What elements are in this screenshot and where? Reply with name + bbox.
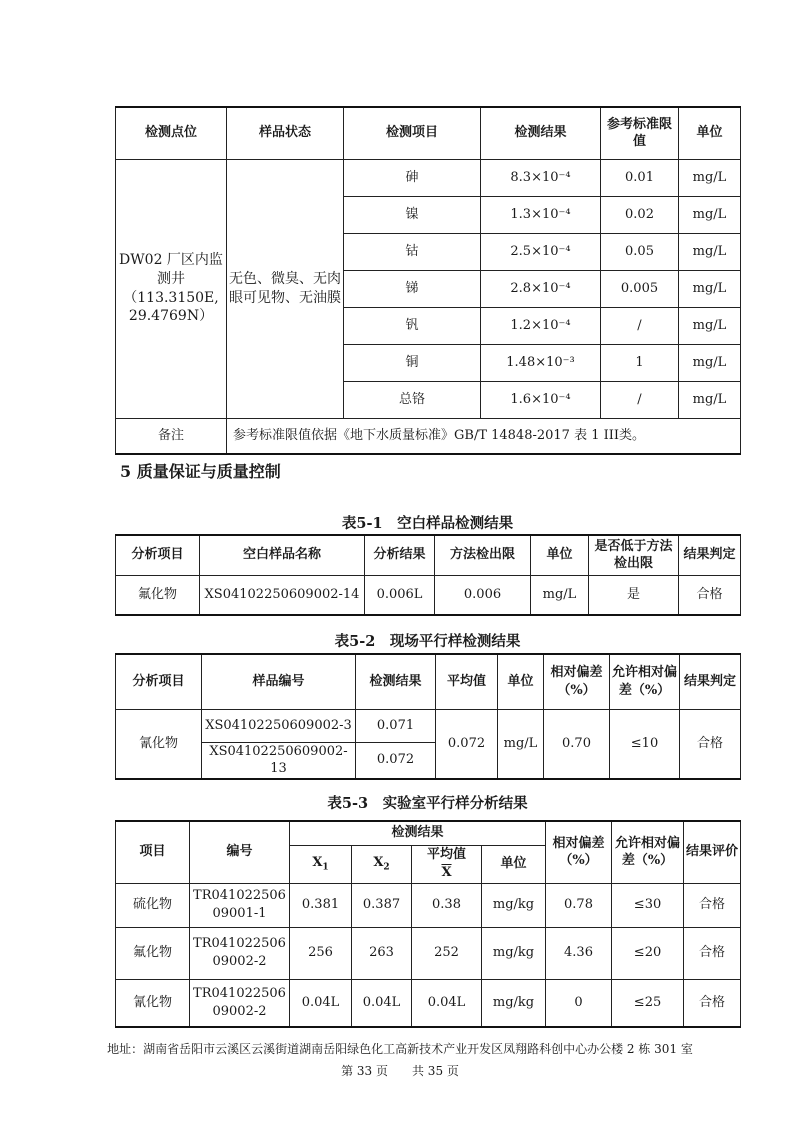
result-cell: 1.6×10⁻⁴ xyxy=(481,381,601,418)
limit-cell: 0.005 xyxy=(601,270,679,307)
cell-x2: 263 xyxy=(352,927,412,979)
cell-result: 0.006L xyxy=(365,575,435,615)
cell-average: 0.38 xyxy=(412,883,482,927)
header-unit: 单位 xyxy=(482,845,546,883)
cell-unit: mg/kg xyxy=(482,927,546,979)
header-result: 检测结果 xyxy=(356,654,436,709)
header-sample-id: 样品编号 xyxy=(202,654,356,709)
header-verdict: 结果判定 xyxy=(679,535,741,575)
cell-blank-name: XS04102250609002-14 xyxy=(200,575,365,615)
cell-verdict: 合格 xyxy=(684,927,741,979)
cell-result: 0.072 xyxy=(356,742,436,779)
cell-code xyxy=(190,979,290,1027)
cell-x1: 0.04L xyxy=(290,979,352,1027)
header-code: 编号 xyxy=(190,821,290,883)
header-allowed-dev: 允许相对偏差（%） xyxy=(610,654,680,709)
header-analysis-item: 分析项目 xyxy=(116,654,202,709)
unit-cell: mg/L xyxy=(679,344,741,381)
remark-text: 参考标准限值依据《地下水质量标准》GB/T 14848-2017 表 1 III类。 xyxy=(227,418,741,454)
cell-item: 氰化物 xyxy=(116,979,190,1027)
cell-item: 氟化物 xyxy=(116,575,200,615)
cell-result: 0.071 xyxy=(356,709,436,742)
cell-unit: mg/L xyxy=(498,709,544,779)
code-line-1: TR041022506 xyxy=(193,888,286,904)
header-average-symbol: $\overline{X}$ xyxy=(441,865,452,880)
result-cell: 8.3×10⁻⁴ xyxy=(481,159,601,196)
code-line-2: 09002-2 xyxy=(212,1003,267,1019)
cell-allowed: ≤20 xyxy=(612,927,684,979)
item-cell: 砷 xyxy=(344,159,481,196)
header-item: 项目 xyxy=(116,821,190,883)
header-analysis-item: 分析项目 xyxy=(116,535,200,575)
cell-code xyxy=(190,927,290,979)
location-cell: DW02 厂区内监测井（113.3150E, 29.4769N） xyxy=(116,159,227,418)
limit-cell: 1 xyxy=(601,344,679,381)
item-cell: 镍 xyxy=(344,196,481,233)
item-cell: 铜 xyxy=(344,344,481,381)
footer-page-number: 第 33 页 共 35 页 xyxy=(341,1064,459,1078)
header-below-limit: 是否低于方法检出限 xyxy=(589,535,679,575)
header-allowed-dev: 允许相对偏差（%） xyxy=(612,821,684,883)
cell-limit: 0.006 xyxy=(435,575,531,615)
cell-x1: 256 xyxy=(290,927,352,979)
limit-cell: 0.05 xyxy=(601,233,679,270)
header-average: 平均值 xyxy=(436,654,498,709)
table52-caption: 表5-2 现场平行样检测结果 xyxy=(334,633,521,650)
header-verdict: 结果判定 xyxy=(680,654,741,709)
header-x1: $X_1$ xyxy=(290,845,352,883)
cell-sample-id: XS04102250609002-3 xyxy=(202,709,356,742)
cell-item: 硫化物 xyxy=(116,883,190,927)
header-item: 检测项目 xyxy=(344,107,481,159)
cell-x1: 0.381 xyxy=(290,883,352,927)
cell-code xyxy=(190,883,290,927)
code-line-1: TR041022506 xyxy=(193,936,286,952)
cell-rel-dev: 0 xyxy=(546,979,612,1027)
header-analysis-result: 分析结果 xyxy=(365,535,435,575)
item-cell: 钒 xyxy=(344,307,481,344)
header-unit: 单位 xyxy=(531,535,589,575)
header-verdict: 结果评价 xyxy=(684,821,741,883)
unit-cell: mg/L xyxy=(679,159,741,196)
header-unit: 单位 xyxy=(498,654,544,709)
unit-cell: mg/L xyxy=(679,381,741,418)
header-rel-dev: 相对偏差（%） xyxy=(546,821,612,883)
item-cell: 总铬 xyxy=(344,381,481,418)
cell-average: 0.04L xyxy=(412,979,482,1027)
item-cell: 锑 xyxy=(344,270,481,307)
cell-verdict: 合格 xyxy=(684,883,741,927)
header-average-label: 平均值 xyxy=(426,847,466,863)
cell-x2: 0.04L xyxy=(352,979,412,1027)
unit-cell: mg/L xyxy=(679,307,741,344)
table53-caption: 表5-3 实验室平行样分析结果 xyxy=(327,795,528,812)
limit-cell: 0.02 xyxy=(601,196,679,233)
cell-unit: mg/L xyxy=(531,575,589,615)
cell-x2: 0.387 xyxy=(352,883,412,927)
cell-allowed: ≤25 xyxy=(612,979,684,1027)
limit-cell: / xyxy=(601,381,679,418)
header-unit: 单位 xyxy=(679,107,741,159)
cell-verdict: 合格 xyxy=(684,979,741,1027)
result-cell: 1.3×10⁻⁴ xyxy=(481,196,601,233)
cell-allowed: ≤30 xyxy=(612,883,684,927)
header-rel-dev: 相对偏差（%） xyxy=(544,654,610,709)
cell-average: 0.072 xyxy=(436,709,498,779)
field-parallel-table xyxy=(115,653,741,780)
header-detection-limit: 方法检出限 xyxy=(435,535,531,575)
header-average xyxy=(412,845,482,883)
blank-sample-table xyxy=(115,534,741,616)
cell-rel-dev: 0.78 xyxy=(546,883,612,927)
limit-cell: 0.01 xyxy=(601,159,679,196)
header-limit: 参考标准限值 xyxy=(601,107,679,159)
state-cell: 无色、微臭、无肉眼可见物、无油膜 xyxy=(227,159,344,418)
cell-average: 252 xyxy=(412,927,482,979)
cell-unit: mg/kg xyxy=(482,979,546,1027)
table51-caption: 表5-1 空白样品检测结果 xyxy=(341,515,514,532)
code-line-2: 09002-2 xyxy=(212,954,267,969)
groundwater-results-table xyxy=(115,106,741,455)
cell-verdict: 合格 xyxy=(679,575,741,615)
cell-allowed: ≤10 xyxy=(610,709,680,779)
cell-below-limit: 是 xyxy=(589,575,679,615)
cell-rel-dev: 4.36 xyxy=(546,927,612,979)
cell-item: 氟化物 xyxy=(116,927,190,979)
unit-cell: mg/L xyxy=(679,233,741,270)
header-x2: $X_2$ xyxy=(352,845,412,883)
result-cell: 1.2×10⁻⁴ xyxy=(481,307,601,344)
lab-parallel-table xyxy=(115,820,741,1028)
cell-item: 氰化物 xyxy=(116,709,202,779)
remark-label: 备注 xyxy=(116,418,227,454)
code-line-1: TR041022506 xyxy=(193,986,286,1002)
item-cell: 钴 xyxy=(344,233,481,270)
result-cell: 2.5×10⁻⁴ xyxy=(481,233,601,270)
limit-cell: / xyxy=(601,307,679,344)
cell-unit: mg/kg xyxy=(482,883,546,927)
cell-rel-dev: 0.70 xyxy=(544,709,610,779)
header-result: 检测结果 xyxy=(481,107,601,159)
unit-cell: mg/L xyxy=(679,196,741,233)
result-cell: 1.48×10⁻³ xyxy=(481,344,601,381)
header-results-group: 检测结果 xyxy=(290,821,546,845)
footer-address: 地址：湖南省岳阳市云溪区云溪街道湖南岳阳绿色化工高新技术产业开发区凤翔路科创中心办公楼 2 栋 301 室 xyxy=(107,1042,693,1056)
cell-sample-id: XS04102250609002-13 xyxy=(202,742,356,779)
section-title: 5 质量保证与质量控制 xyxy=(120,462,281,481)
unit-cell: mg/L xyxy=(679,270,741,307)
header-location: 检测点位 xyxy=(116,107,227,159)
header-blank-name: 空白样品名称 xyxy=(200,535,365,575)
header-state: 样品状态 xyxy=(227,107,344,159)
code-line-2: 09001-1 xyxy=(212,906,267,921)
result-cell: 2.8×10⁻⁴ xyxy=(481,270,601,307)
cell-verdict: 合格 xyxy=(680,709,741,779)
